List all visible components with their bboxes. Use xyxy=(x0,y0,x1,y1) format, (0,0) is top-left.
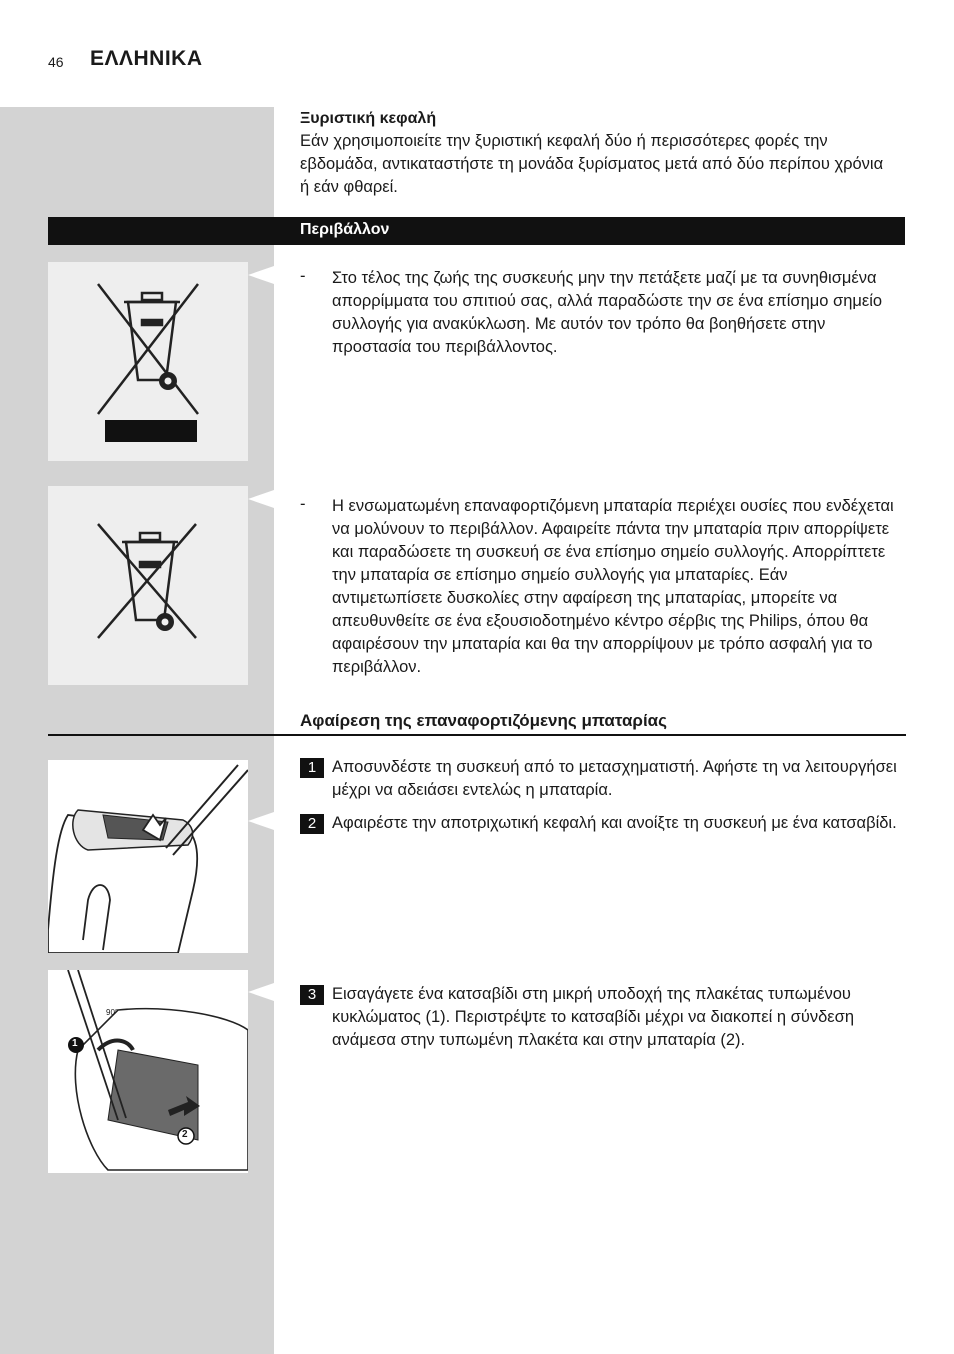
shaving-head-title: Ξυριστική κεφαλή xyxy=(300,110,437,127)
step-number-2: 2 xyxy=(300,814,324,834)
weee-symbol-box xyxy=(48,262,248,461)
shaving-head-text: Εάν χρησιμοποιείτε την ξυριστική κεφαλή δύο ή περισσότερες φορές την εβδομάδα, αντικαταστήστε τη μονάδα ξυρίσματος μετά από δύο περίπου χρόνια ή εάν φθαρεί. xyxy=(300,132,884,196)
section-bar xyxy=(48,217,905,245)
callout-arrow xyxy=(248,983,274,1001)
environment-bullet-2: Η ενσωματωμένη επαναφορτιζόμενη μπαταρία περιέχει ουσίες που ενδέχεται να μολύνουν το περιβάλλον. Αφαιρείτε πάντα την μπαταρία πριν απορρίψετε και παραδώσετε τη συσκευή σε ένα επίσημο σημείο συλλογής. Απορρίπτετε την μπαταρία σε επίσημο σημείο συλλογής για μπαταρίες. Εάν αντιμετωπίσετε δυσκολίες στην αφαίρεση της μπαταρίας, μπορείτε να απευθυνθείτε σε ένα εξουσιοδοτημένο κέντρο σέρβις της Philips, όπου θα αφαιρέσουν την μπαταρία και θα την απορρίψουν με τρόπο ασφαλή για το περιβάλλον. xyxy=(332,497,894,676)
screwdriver-pcb-icon xyxy=(48,970,248,1173)
step-text-1: Αποσυνδέστε τη συσκευή από το μετασχηματιστή. Αφήστε τη να λειτουργήσει μέχρι να αδειάσει εντελώς η μπαταρία. xyxy=(332,758,897,799)
step-text-2: Αφαιρέστε την αποτριχωτική κεφαλή και ανοίξτε τη συσκευή με ένα κατσαβίδι. xyxy=(332,814,897,832)
screwdriver-device-icon xyxy=(48,760,248,953)
crossed-bin-icon xyxy=(48,262,248,461)
bullet-mark: - xyxy=(300,267,306,285)
callout-arrow xyxy=(248,266,274,284)
battery-removal-title: Αφαίρεση της επαναφορτιζόμενης μπαταρίας xyxy=(300,711,667,730)
callout-arrow xyxy=(248,812,274,830)
angle-label: 90° xyxy=(106,1008,119,1017)
environment-bullet-1: Στο τέλος της ζωής της συσκευής μην την πετάξετε μαζί με τα συνηθισμένα απορρίμματα του σπιτιού σας, αλλά παραδώστε την σε ένα επίσημο σημείο συλλογής για ανακύκλωση. Με αυτόν τον τρόπο θα βοηθήσετε στην προστασία του περιβάλλοντος. xyxy=(332,269,883,356)
bullet-mark: - xyxy=(300,495,306,513)
step-number-3: 3 xyxy=(300,985,324,1005)
page-number: 46 xyxy=(48,54,64,70)
step-text-3: Εισαγάγετε ένα κατσαβίδι στη μικρή υποδοχή της πλακέτας τυπωμένου κυκλώματος (1). Περιστρέψτε το κατσαβίδι μέχρι να διακοπεί η σύνδεση ανάμεσα στην τυπωμένη πλακέτα και στην μπαταρία (2). xyxy=(332,985,855,1049)
section-rule xyxy=(48,734,906,736)
open-device-illustration xyxy=(48,760,248,953)
environment-title: Περιβάλλον xyxy=(300,221,390,238)
battery-disposal-box xyxy=(48,486,248,685)
crossed-bin-icon xyxy=(48,486,248,685)
step-number-1: 1 xyxy=(300,758,324,778)
pcb-battery-illustration xyxy=(48,970,248,1173)
marker-1-label: 1 xyxy=(72,1038,78,1049)
language-heading: ΕΛΛΗΝΙΚΑ xyxy=(90,47,203,70)
marker-2-label: 2 xyxy=(182,1129,188,1140)
callout-arrow xyxy=(248,490,274,508)
